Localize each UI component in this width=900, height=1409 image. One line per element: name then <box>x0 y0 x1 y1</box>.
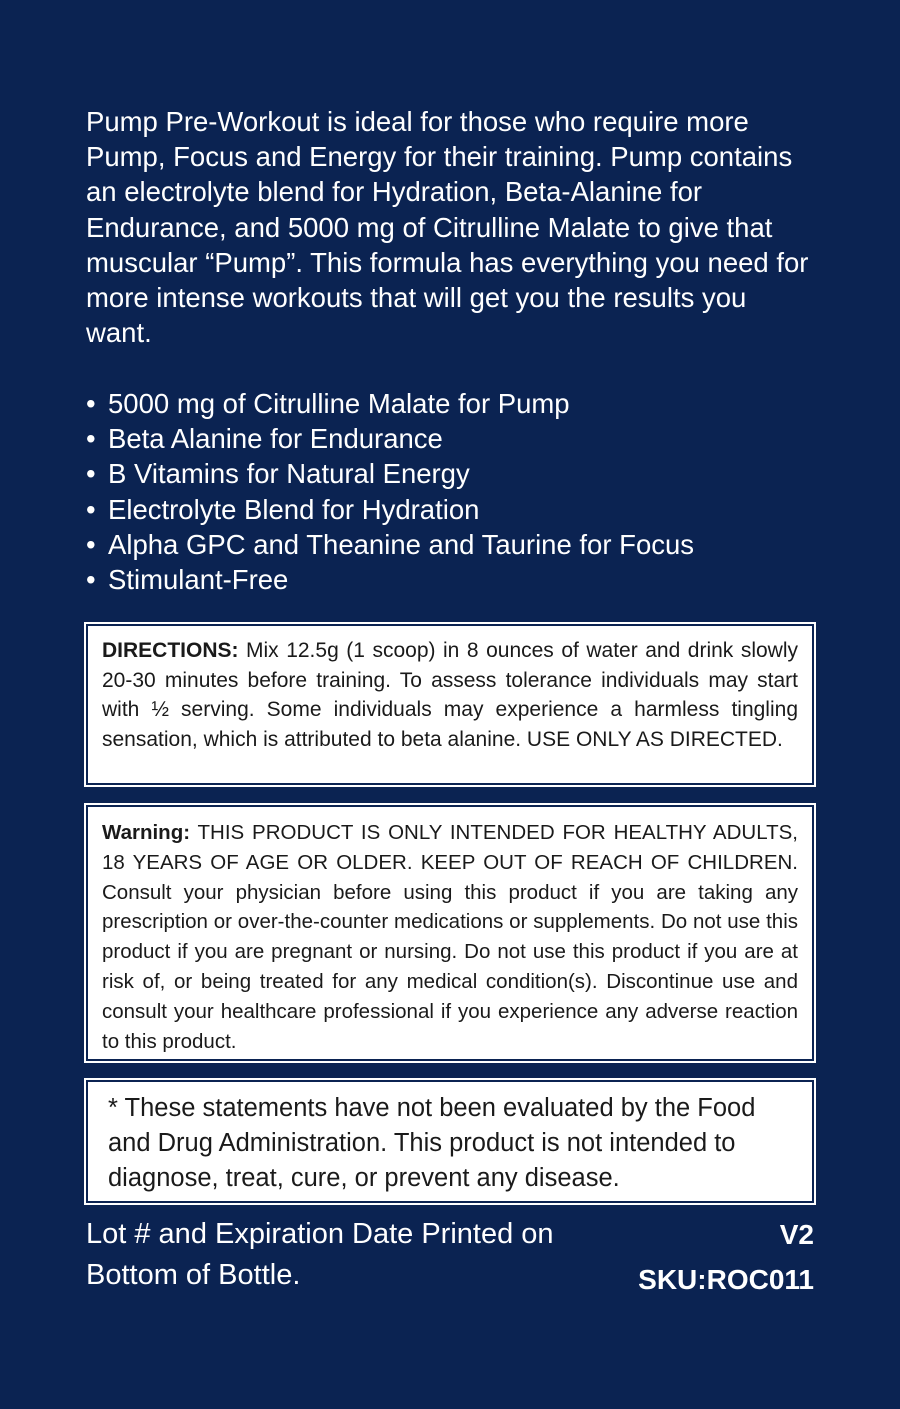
feature-item <box>86 492 816 527</box>
feature-item <box>86 527 816 562</box>
warning-text: THIS PRODUCT IS ONLY INTENDED FOR HEALTHY ADULTS, 18 YEARS OF AGE OR OLDER. KEEP OUT OF REACH OF CHILDREN. Consult your physician before using this product if you are taking any prescription or over-the-counter medications or supplements. Do not use this product if you are pregnant or nursing. Do not use this product if you are at risk of, or being treated for any medical condition(s). Discontinue use and consult your healthcare professional if you experience any adverse reaction to this product. <box>102 821 798 1053</box>
feature-item-text: Alpha GPC and Theanine and Taurine for Focus <box>108 528 695 560</box>
lot-note-line-1: Lot # and Expiration Date Printed on <box>86 1218 554 1250</box>
bullet-icon: • <box>86 388 96 419</box>
directions-box <box>86 624 814 785</box>
feature-list <box>86 386 816 597</box>
bullet-icon: • <box>86 564 96 596</box>
sku-code: SKU:ROC011 <box>638 1264 814 1295</box>
feature-item <box>86 456 816 491</box>
feature-item-text: 5000 mg of Citrulline Malate for Pump <box>108 388 570 419</box>
feature-item-text: B Vitamins for Natural Energy <box>108 458 470 490</box>
directions-heading: DIRECTIONS: <box>102 639 239 662</box>
feature-item-text: Stimulant-Free <box>108 564 289 596</box>
fda-disclaimer-box <box>86 1080 814 1203</box>
lot-note-line-2: Bottom of Bottle. <box>86 1259 301 1291</box>
bullet-icon: • <box>86 528 96 560</box>
bullet-icon: • <box>86 423 96 455</box>
lot-expiration-note <box>86 1214 606 1296</box>
feature-item <box>86 562 816 597</box>
warning-box <box>86 805 814 1061</box>
bullet-icon: • <box>86 493 96 525</box>
fda-disclaimer-text: * These statements have not been evaluated by the Food and Drug Administration. This product is not intended to diagnose, treat, cure, or prevent any disease. <box>108 1094 756 1192</box>
feature-item-text: Beta Alanine for Endurance <box>108 423 443 455</box>
warning-heading: Warning: <box>102 821 191 844</box>
feature-item <box>86 386 816 421</box>
directions-text: Mix 12.5g (1 scoop) in 8 ounces of water and drink slowly 20-30 minutes before training. To assess tolerance individuals may start with ½ serving. Some individuals may experience a harmless tingling sensation, which is attributed to beta alanine. USE ONLY AS DIRECTED. <box>102 639 798 751</box>
product-description: Pump Pre-Workout is ideal for those who require more Pump, Focus and Energy for their training. Pump contains an electrolyte blend for Hydration, Beta-Alanine for Endurance, and 5000 mg of Citrulline Malate to give that muscular “Pump”. This formula has everything you need for more intense workouts that will get you the results you want. <box>86 106 809 349</box>
version-code: V2 <box>779 1219 814 1250</box>
feature-item-text: Electrolyte Blend for Hydration <box>108 493 480 525</box>
feature-item <box>86 421 816 456</box>
bullet-icon: • <box>86 458 96 490</box>
